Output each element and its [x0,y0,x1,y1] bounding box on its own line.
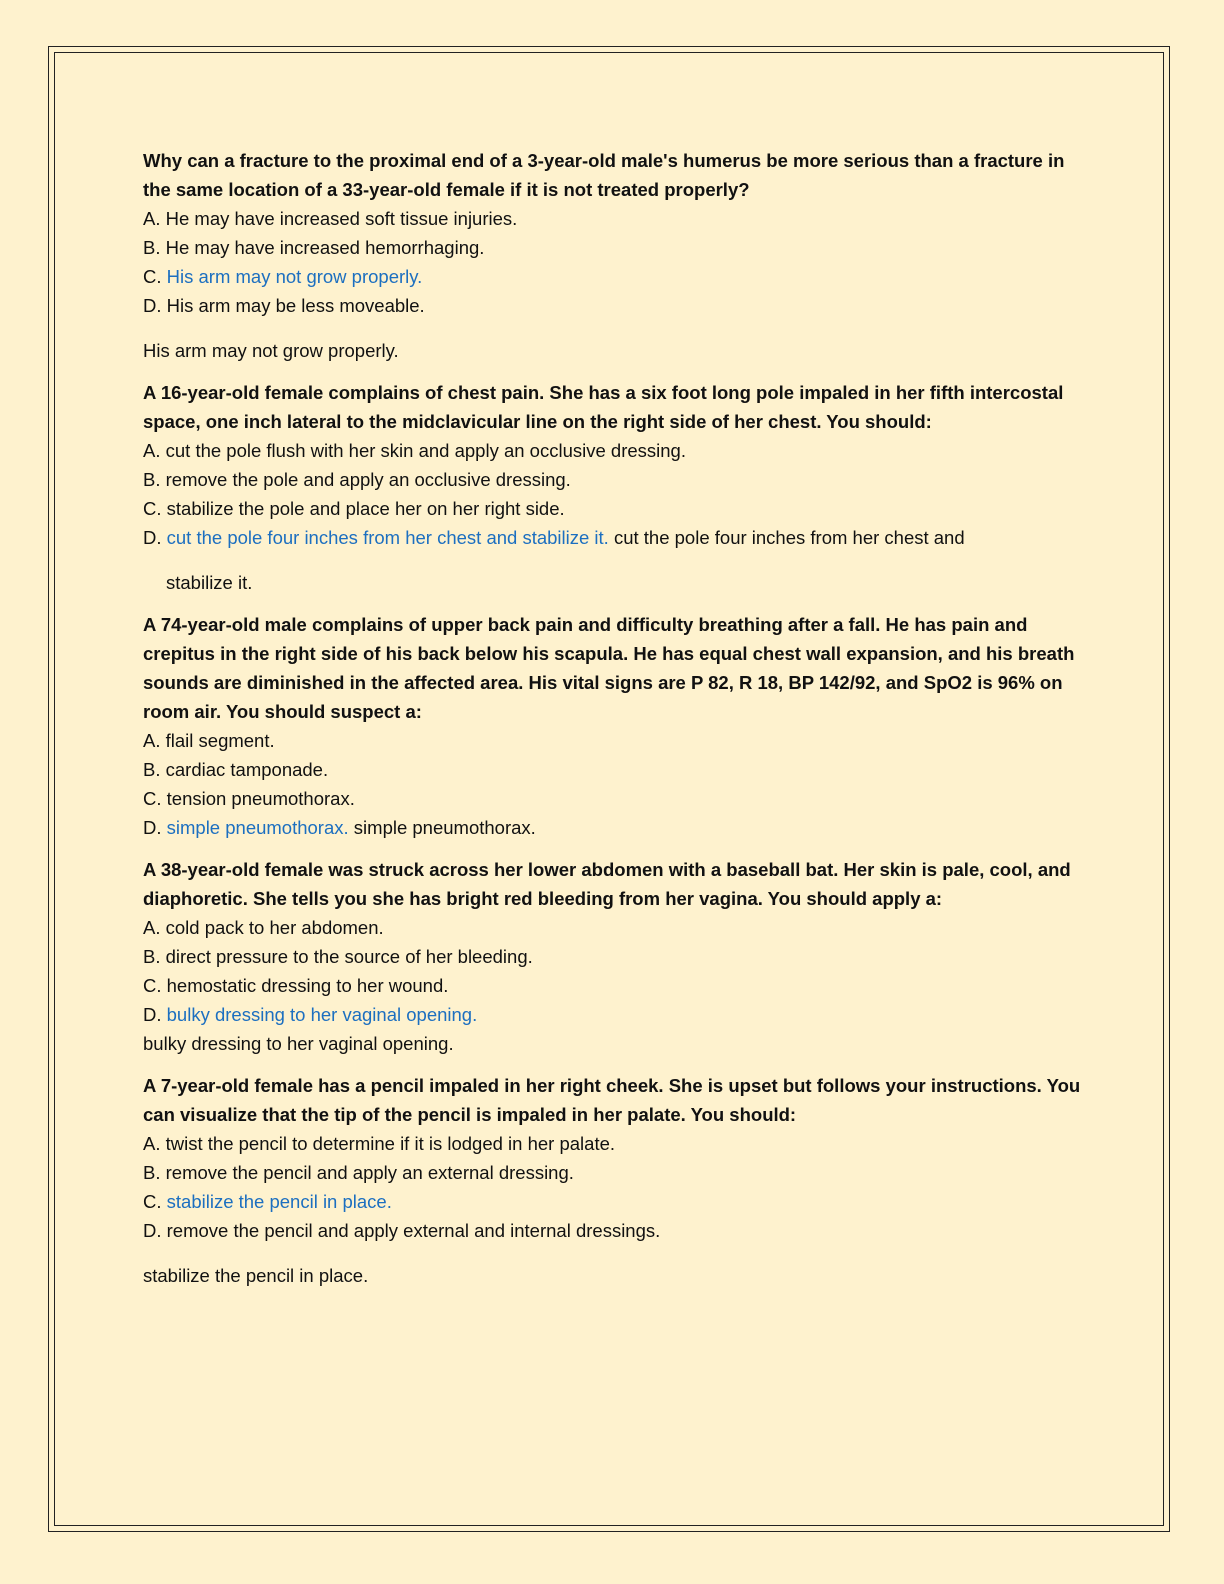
option-a: A. twist the pencil to determine if it is lodged in her palate. [143,1133,616,1154]
option-c: C. tension pneumothorax. [143,788,355,809]
question-text: A 74-year-old male complains of upper back pain and difficulty breathing after a fall. He has pain and crepitus in the right side of his back below his scapula. He has equal chest wall expansion, and his breath sounds are diminished in the affected area. His vital signs are P 82, R 18, BP 142/92, and SpO2 is 96% on room air. You should suspect a: [143,614,1075,722]
option-c: C. hemostatic dressing to her wound. [143,975,449,996]
option-d: D. remove the pencil and apply external and internal dressings. [143,1220,661,1241]
quiz-content [143,146,1083,1290]
option-c-correct: C. His arm may not grow properly. [143,266,423,287]
answer-text: bulky dressing to her vaginal opening. [143,1033,454,1054]
option-b: B. remove the pole and apply an occlusive dressing. [143,469,571,490]
option-b: B. direct pressure to the source of her bleeding. [143,946,533,967]
answer-text: stabilize the pencil in place. [143,1265,369,1286]
question-block-3 [143,610,1083,842]
question-block-5 [143,1071,1083,1290]
question-text: A 7-year-old female has a pencil impaled in her right cheek. She is upset but follows your instructions. You can visualize that the tip of the pencil is impaled in her palate. You should: [143,1075,1081,1125]
answer-continuation: stabilize it. [166,572,253,593]
question-block-1 [143,146,1083,365]
option-d-correct: D. simple pneumothorax. simple pneumothorax. [143,817,536,838]
option-b: B. cardiac tamponade. [143,759,329,780]
option-a: A. cold pack to her abdomen. [143,917,384,938]
option-d-correct: D. bulky dressing to her vaginal opening. [143,1004,478,1025]
option-b: B. remove the pencil and apply an external dressing. [143,1162,574,1183]
option-c-correct: C. stabilize the pencil in place. [143,1191,392,1212]
question-block-4 [143,855,1083,1058]
option-a: A. flail segment. [143,730,275,751]
answer-text: His arm may not grow properly. [143,340,399,361]
option-c: C. stabilize the pole and place her on her right side. [143,498,565,519]
question-block-2 [143,378,1083,597]
option-a: A. He may have increased soft tissue injuries. [143,208,518,229]
option-d-correct: D. cut the pole four inches from her chest and stabilize it. cut the pole four inches from her chest and [143,527,965,548]
answer-text: simple pneumothorax. [353,817,536,838]
option-b: B. He may have increased hemorrhaging. [143,237,485,258]
question-text: A 16-year-old female complains of chest pain. She has a six foot long pole impaled in her fifth intercostal space, one inch lateral to the midclavicular line on the right side of her chest. You should: [143,382,1064,432]
answer-text: cut the pole four inches from her chest and [613,527,965,548]
question-text: A 38-year-old female was struck across her lower abdomen with a baseball bat. Her skin is pale, cool, and diaphoretic. She tells you she has bright red bleeding from her vagina. You should apply a: [143,859,1071,909]
option-a: A. cut the pole flush with her skin and apply an occlusive dressing. [143,440,686,461]
option-d: D. His arm may be less moveable. [143,295,425,316]
question-text: Why can a fracture to the proximal end of a 3-year-old male's humerus be more serious than a fracture in the same location of a 33-year-old female if it is not treated properly? [143,150,1065,200]
